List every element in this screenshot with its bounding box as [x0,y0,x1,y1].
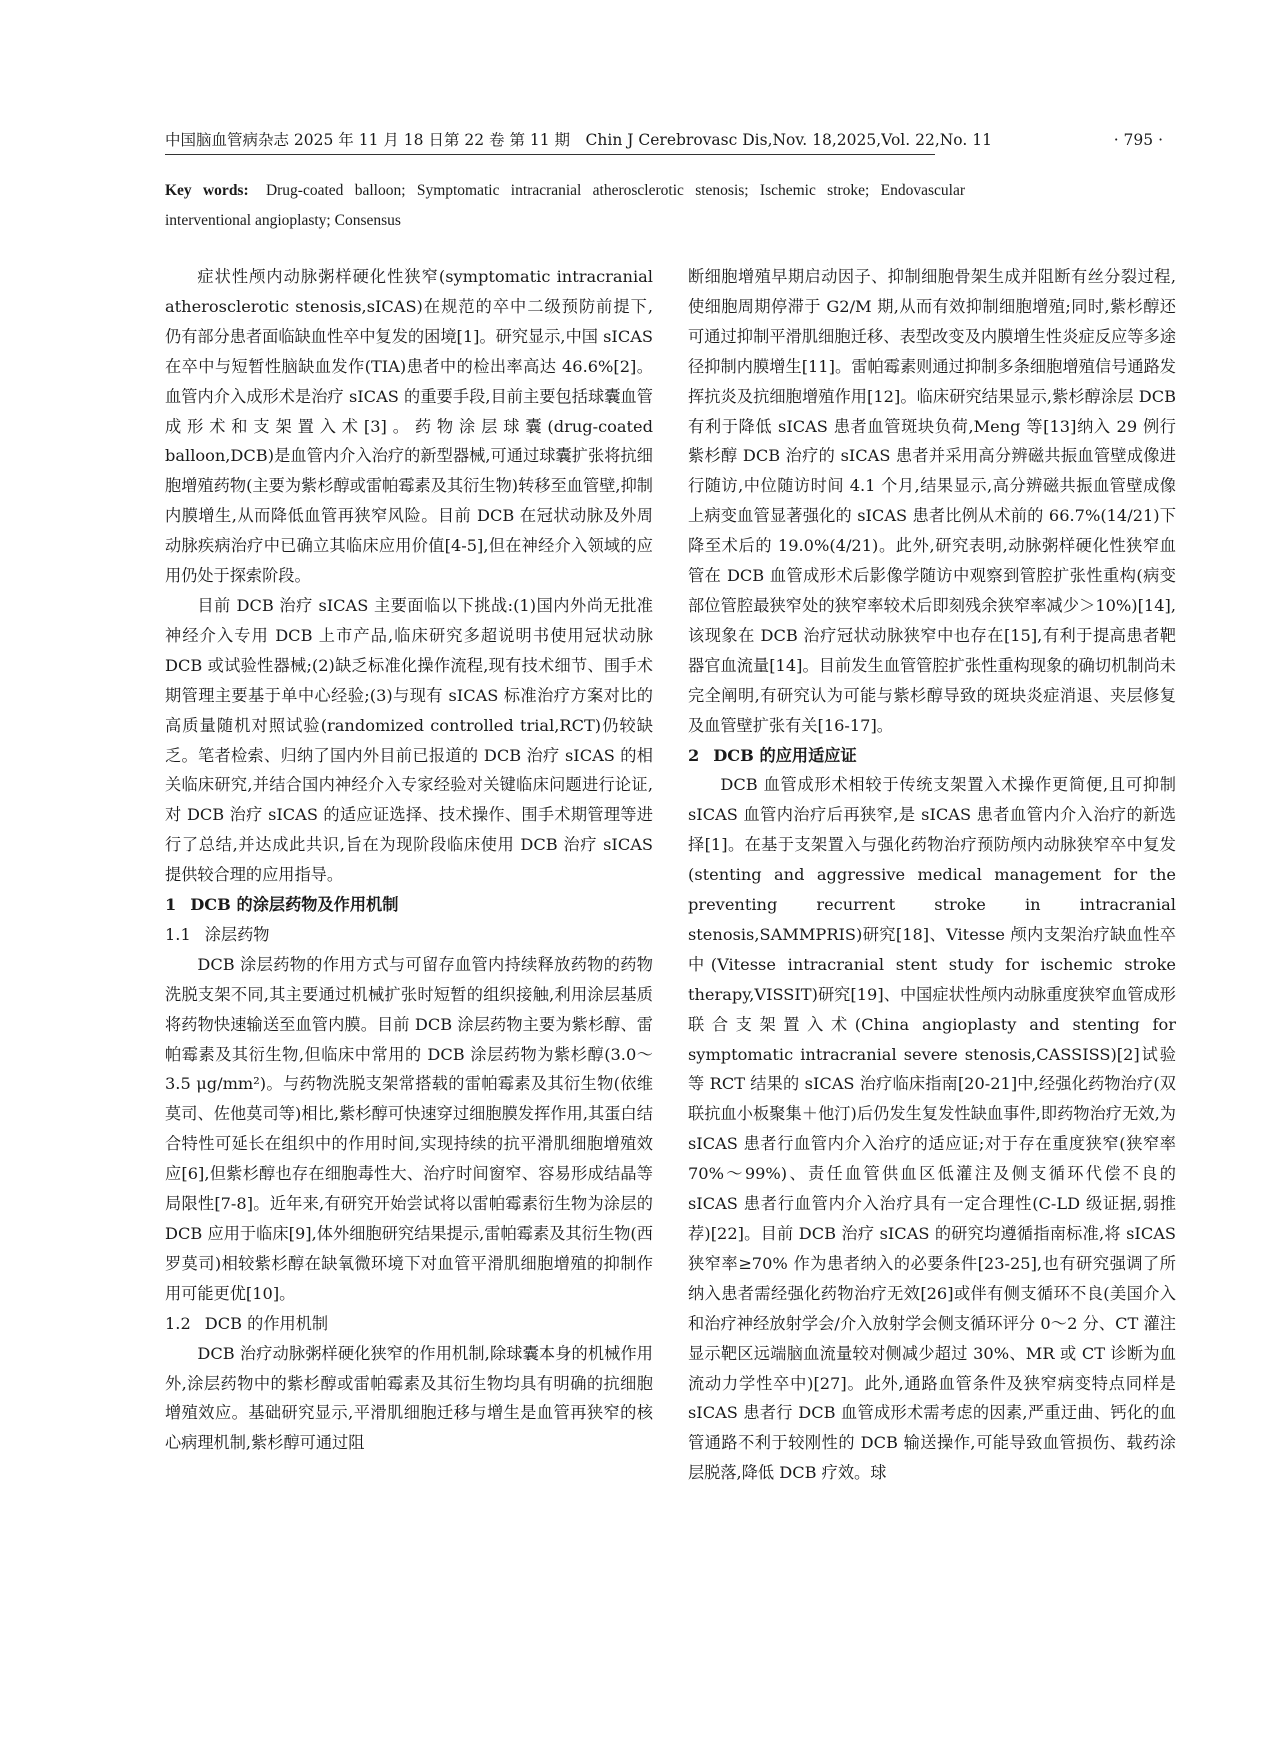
keywords-text: Drug-coated balloon; Symptomatic intracranial atherosclerotic stenosis; Ischemic stroke; Endovascular interventional angioplasty; Consensus [165,182,966,229]
subsection-number: 1.1 [165,924,191,944]
subsection-heading [165,920,653,950]
section-number: 1 [165,895,177,915]
paragraph: DCB 治疗动脉粥样硬化狭窄的作用机制,除球囊本身的机械作用外,涂层药物中的紫杉醇或雷帕霉素及其衍生物均具有明确的抗细胞增殖效应。基础研究显示,平滑肌细胞迁移与增生是血管再狭窄的核心病理机制,紫杉醇可通过阻 [165,1343,653,1453]
paragraph: 症状性颅内动脉粥样硬化性狭窄(symptomatic intracranial atherosclerotic stenosis,sICAS)在规范的卒中二级预防前提下,仍有部分患者面临缺血性卒中复发的困境[1]。研究显示,中国 sICAS 在卒中与短暂性脑缺血发作(TIA)患者中的检出率高达 46.6%[2]。血管内介入成形术是治疗 sICAS 的重要手段,目前主要包括球囊血管成形术和支架置入术[3]。药物涂层球囊(drug-coated balloon,DCB)是血管内介入治疗的新型器械,可通过球囊扩张将抗细胞增殖药物(主要为紫杉醇或雷帕霉素及其衍生物)转移至血管壁,抑制内膜增生,从而降低血管再狭窄风险。目前 DCB 在冠状动脉及外周动脉疾病治疗中已确立其临床应用价值[4-5],但在神经介入领域的应用仍处于探索阶段。 [165,267,653,586]
journal-citation: 中国脑血管病杂志 2025 年 11 月 18 日第 22 卷 第 11 期 Chin J Cerebrovasc Dis,Nov. 18,2025,Vol. 22,No. 11 [165,131,992,149]
keywords-label: Key words: [165,182,249,199]
subsection-title: 涂层药物 [204,924,270,944]
paragraph: 目前 DCB 治疗 sICAS 主要面临以下挑战:(1)国内外尚无批准神经介入专用 DCB 上市产品,临床研究多超说明书使用冠状动脉 DCB 或试验性器械;(2)缺乏标准化操作流程,现有技术细节、围手术期管理主要基于单中心经验;(3)与现有 sICAS 标准治疗方案对比的高质量随机对照试验(randomized controlled trial,RCT)仍较缺乏。笔者检索、归纳了国内外目前已报道的 DCB 治疗 sICAS 的相关临床研究,并结合国内神经介入专家经验对关键临床问题进行论证,对 DCB 治疗 sICAS 的适应证选择、技术操作、围手术期管理等进行了总结,并达成此共识,旨在为现阶段临床使用 DCB 治疗 sICAS 提供较合理的应用指导。 [165,595,653,885]
section-heading [165,890,653,920]
paragraph: DCB 血管成形术相较于传统支架置入术操作更简便,且可抑制 sICAS 血管内治疗后再狭窄,是 sICAS 患者血管内介入治疗的新选择[1]。在基于支架置入与强化药物治疗预防颅内动脉狭窄卒中复发(stenting and aggressive medical management for the preventing recurrent stroke in intracranial stenosis,SAMMPRIS)研究[18]、Vitesse 颅内支架治疗缺血性卒中(Vitesse intracranial stent study for ischemic stroke therapy,VISSIT)研究[19]、中国症状性颅内动脉重度狭窄血管成形联合支架置入术(China angioplasty and stenting for symptomatic intracranial severe stenosis,CASSISS)[2]试验等 RCT 结果的 sICAS 治疗临床指南[20-21]中,经强化药物治疗(双联抗血小板聚集＋他汀)后仍发生复发性缺血事件,即药物治疗无效,为 sICAS 患者行血管内介入治疗的适应证;对于存在重度狭窄(狭窄率 70%～99%)、责任血管供血区低灌注及侧支循环代偿不良的 sICAS 患者行血管内介入治疗具有一定合理性(C-LD 级证据,弱推荐)[22]。目前 DCB 治疗 sICAS 的研究均遵循指南标准,将 sICAS 狭窄率≥70% 作为患者纳入的必要条件[23-25],也有研究强调了所纳入患者需经强化药物治疗无效[26]或伴有侧支循环不良(美国介入和治疗神经放射学会/介入放射学会侧支循环评分 0～2 分、CT 灌注显示靶区远端脑血流量较对侧减少超过 30%、MR 或 CT 诊断为血流动力学性卒中)[27]。此外,通路血管条件及狭窄病变特点同样是 sICAS 患者行 DCB 血管成形术需考虑的因素,严重迂曲、钙化的血管通路不利于较刚性的 DCB 输送操作,可能导致血管损伤、载药涂层脱落,降低 DCB 疗效。球 [688,775,1176,1483]
paragraph: DCB 涂层药物的作用方式与可留存血管内持续释放药物的药物洗脱支架不同,其主要通过机械扩张时短暂的组织接触,利用涂层基质将药物快速输送至血管内膜。目前 DCB 涂层药物主要为紫杉醇、雷帕霉素及其衍生物,但临床中常用的 DCB 涂层药物为紫杉醇(3.0～3.5 μg/mm²)。与药物洗脱支架常搭载的雷帕霉素及其衍生物(依维莫司、佐他莫司等)相比,紫杉醇可快速穿过细胞膜发挥作用,其蛋白结合特性可延长在组织中的作用时间,实现持续的抗平滑肌细胞增殖效应[6],但紫杉醇也存在细胞毒性大、治疗时间窗窄、容易形成结晶等局限性[7-8]。近年来,有研究开始尝试将以雷帕霉素衍生物为涂层的 DCB 应用于临床[9],体外细胞研究结果提示,雷帕霉素及其衍生物(西罗莫司)相较紫杉醇在缺氧微环境下对血管平滑肌细胞增殖的抑制作用可能更优[10]。 [165,954,653,1303]
section-title: DCB 的涂层药物及作用机制 [190,895,399,915]
keywords-block [165,176,965,236]
right-column [688,262,1176,1488]
header-rule [165,154,935,155]
subsection-title: DCB 的作用机制 [204,1313,329,1333]
page-number: · 795 · [1113,131,1163,149]
section-heading [688,741,1176,771]
left-column [165,262,653,1458]
paragraph: 断细胞增殖早期启动因子、抑制细胞骨架生成并阻断有丝分裂过程,使细胞周期停滞于 G2/M 期,从而有效抑制细胞增殖;同时,紫杉醇还可通过抑制平滑肌细胞迁移、表型改变及内膜增生性炎症反应等多途径抑制内膜增生[11]。雷帕霉素则通过抑制多条细胞增殖信号通路发挥抗炎及抗细胞增殖作用[12]。临床研究结果显示,紫杉醇涂层 DCB 有利于降低 sICAS 患者血管斑块负荷,Meng 等[13]纳入 29 例行紫杉醇 DCB 治疗的 sICAS 患者并采用高分辨磁共振血管壁成像进行随访,中位随访时间 4.1 个月,结果显示,高分辨磁共振血管壁成像上病变血管显著强化的 sICAS 患者比例从术前的 66.7%(14/21)下降至术后的 19.0%(4/21)。此外,研究表明,动脉粥样硬化性狭窄血管在 DCB 血管成形术后影像学随访中观察到管腔扩张性重构(病变部位管腔最狭窄处的狭窄率较术后即刻残余狭窄率减少＞10%)[14],该现象在 DCB 治疗冠状动脉狭窄中也存在[15],有利于提高患者靶器官血流量[14]。目前发生血管管腔扩张性重构现象的确切机制尚未完全阐明,有研究认为可能与紫杉醇导致的斑块炎症消退、夹层修复及血管壁扩张有关[16-17]。 [688,267,1176,735]
section-title: DCB 的应用适应证 [713,745,857,765]
subsection-heading [165,1309,653,1339]
subsection-number: 1.2 [165,1313,191,1333]
section-number: 2 [688,745,700,765]
